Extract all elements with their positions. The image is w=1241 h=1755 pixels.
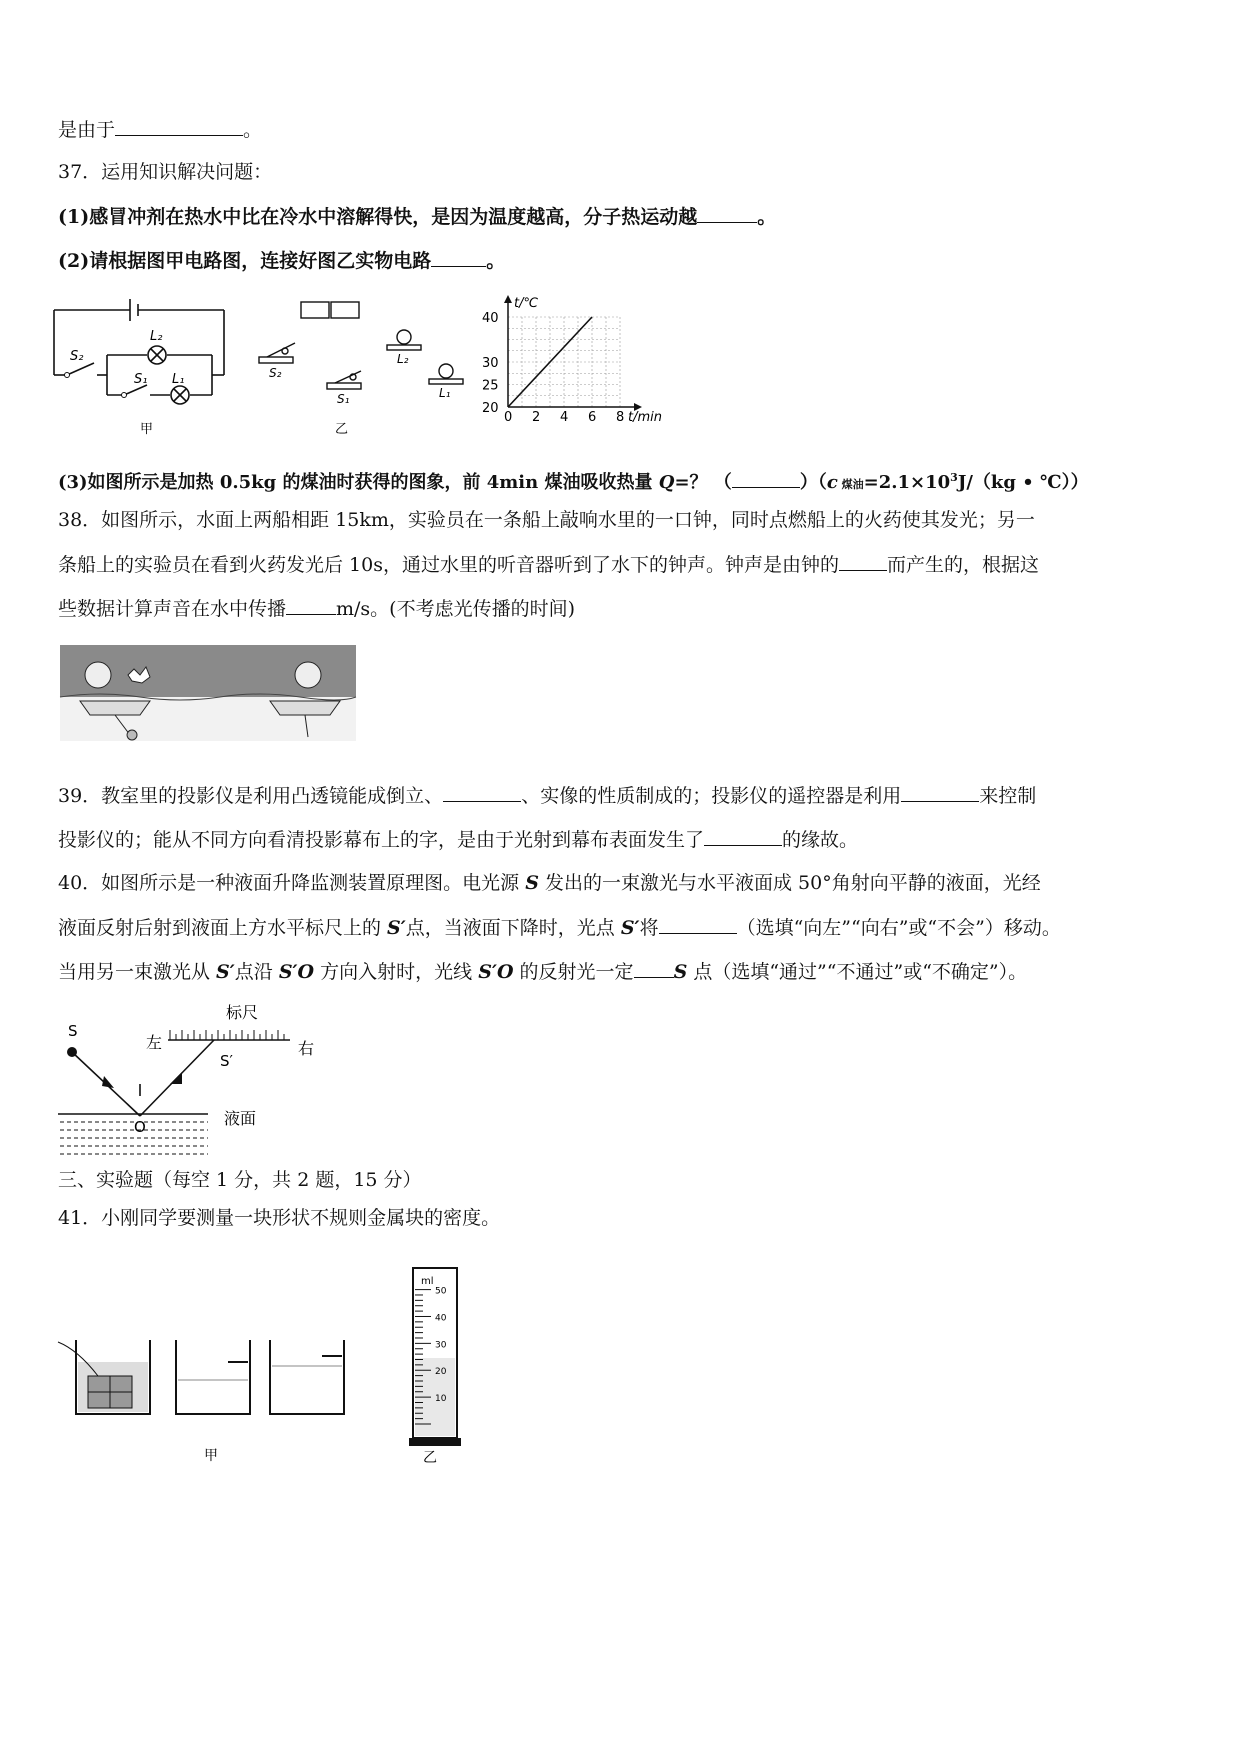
- q38-line1: 38．如图所示，水面上两船相距 15km，实验员在一条船上敲响水里的一口钟，同时点燃船上的火药使其发光；另一: [58, 509, 1035, 531]
- q40-line3: 当用另一束激光从 S′点沿 S′O 方向入射时，光线 S′O 的反射光一定 S 点（选填“通过”“不通过”或“不确定”）。: [58, 961, 1028, 983]
- s-prime-label: S′: [220, 1052, 233, 1070]
- circuit-label-l2: L₂: [150, 329, 163, 344]
- answer-blank[interactable]: [839, 552, 887, 571]
- s-label: S: [68, 1022, 78, 1040]
- real-label-s1: S₁: [337, 392, 350, 406]
- real-label-l2: L₂: [397, 352, 409, 366]
- answer-blank[interactable]: [286, 596, 336, 615]
- surface-label: 液面: [224, 1109, 257, 1128]
- cylinder-caption: 乙: [423, 1450, 437, 1466]
- circuit-label-s1: S₁: [134, 372, 148, 387]
- real-label-l1: L₁: [439, 386, 451, 400]
- ruler-label: 标尺: [226, 1003, 259, 1022]
- y-tick-label: 25: [482, 378, 499, 394]
- answer-blank[interactable]: [659, 915, 737, 934]
- answer-blank[interactable]: [732, 469, 800, 488]
- real-label-s2: S₂: [269, 366, 282, 380]
- q37-part2: (2)请根据图甲电路图，连接好图乙实物电路 。: [58, 250, 506, 272]
- circuit-caption: 甲: [140, 422, 154, 437]
- q39-line1: 39．教室里的投影仪是利用凸透镜能成倒立、 、实像的性质制成的；投影仪的遥控器是利用 来控制: [58, 785, 1037, 807]
- q41-title: 41．小刚同学要测量一块形状不规则金属块的密度。: [58, 1207, 501, 1229]
- y-axis-label: t/℃: [514, 296, 539, 311]
- x-tick-label: 8: [616, 410, 625, 425]
- cylinder-tick-label: 30: [435, 1340, 447, 1351]
- graduated-cylinder: [405, 1262, 475, 1472]
- q38-line3: 些数据计算声音在水中传播 m/s。(不考虑光传播的时间): [58, 598, 576, 620]
- o-label: O: [134, 1118, 146, 1136]
- left-label: 左: [146, 1033, 163, 1052]
- answer-blank[interactable]: [697, 204, 757, 223]
- x-tick-label: 2: [532, 410, 541, 425]
- q40-line1: 40．如图所示是一种液面升降监测装置原理图。电光源 S 发出的一束激光与水平液面成 50°角射向平静的液面，光经: [58, 872, 1041, 894]
- answer-blank[interactable]: [443, 783, 521, 802]
- right-label: 右: [298, 1039, 315, 1058]
- x-tick-label: 6: [588, 410, 597, 425]
- q38-line2: 条船上的实验员在看到火药发光后 10s，通过水里的听音器听到了水下的钟声。钟声是由钟的 而产生的，根据这: [58, 554, 1039, 576]
- q37-title: 37．运用知识解决问题：: [58, 161, 273, 183]
- beakers-caption: 甲: [204, 1448, 218, 1464]
- real-circuit-figure: [255, 295, 465, 445]
- circuit-label-l1: L₁: [172, 372, 185, 387]
- answer-blank[interactable]: [704, 827, 782, 846]
- cylinder-tick-label: 50: [435, 1286, 447, 1297]
- cylinder-tick-label: 20: [435, 1367, 447, 1378]
- q37-part3: (3)如图所示是加热 0.5kg 的煤油时获得的图象，前 4min 煤油吸收热量 Q=？ （ ）（c 煤油$=2.1\times 10^3J/(kg$ • ℃））: [58, 471, 1089, 493]
- answer-blank[interactable]: [634, 959, 674, 978]
- boats-illustration: [60, 645, 356, 741]
- y-tick-label: 40: [482, 311, 499, 326]
- circuit-diagram: [52, 295, 242, 445]
- q39-line2: 投影仪的；能从不同方向看清投影幕布上的字，是由于光射到幕布表面发生了 的缘故。: [58, 829, 859, 851]
- x-tick-label: 4: [560, 410, 569, 425]
- answer-blank[interactable]: [901, 783, 979, 802]
- cylinder-tick-label: 10: [435, 1394, 447, 1405]
- y-tick-label: 30: [482, 356, 499, 371]
- answer-blank[interactable]: [431, 248, 486, 267]
- cylinder-unit: ml: [421, 1276, 434, 1287]
- real-caption: 乙: [335, 422, 349, 437]
- y-tick-label: 20: [482, 401, 499, 416]
- beakers-figure: [58, 1330, 358, 1470]
- circuit-label-s2: S₂: [70, 349, 84, 364]
- q36-tail: 是由于 。: [58, 119, 263, 141]
- cylinder-tick-label: 40: [435, 1313, 447, 1324]
- laser-level-diagram: [58, 1000, 338, 1160]
- section-3-title: 三、实验题（每空 1 分，共 2 题，15 分）: [58, 1169, 422, 1191]
- q40-line2: 液面反射后射到液面上方水平标尺上的 S′点，当液面下降时，光点 S′将 （选填“向左”“向右”或“不会”）移动。: [58, 917, 1061, 939]
- answer-blank[interactable]: [115, 117, 243, 136]
- q37-part1: (1)感冒冲剂在热水中比在冷水中溶解得快，是因为温度越高，分子热运动越 。: [58, 206, 777, 228]
- temperature-graph: [478, 295, 678, 435]
- x-tick-label: 0: [504, 410, 513, 425]
- x-axis-label: t/min: [628, 410, 662, 425]
